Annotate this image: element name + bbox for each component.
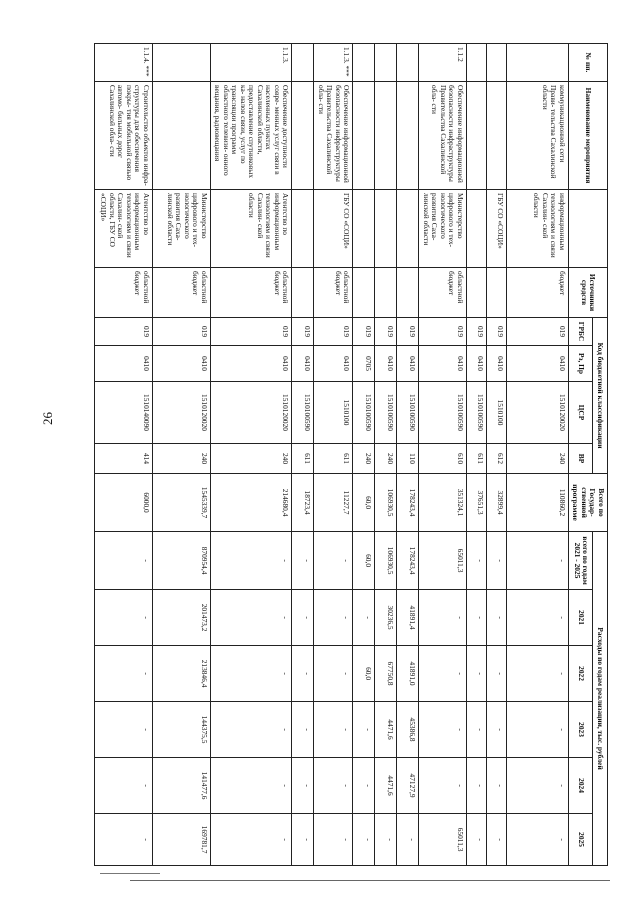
cell-executor: Агентство по информационным технологиям и связи Сахалин- ской области, ГБУ СО «СОЦИ» (94, 190, 152, 268)
bottom-rule (130, 880, 610, 881)
cell-2025: - (466, 814, 486, 866)
table-row (486, 44, 506, 866)
cell-2021: 201473,2 (152, 590, 210, 646)
cell-source: областной бюджет (210, 268, 292, 318)
cell-source: областной бюджет (314, 268, 353, 318)
header-rzpr: Рз, Пр (568, 346, 592, 382)
cell-csr: 1510120020 (506, 382, 568, 444)
cell-2025: - (375, 814, 397, 866)
cell-grbs: 019 (210, 318, 292, 346)
cell-2021: 41891,4 (397, 590, 419, 646)
cell-source (486, 268, 506, 318)
cell-grbs: 019 (152, 318, 210, 346)
cell-num (506, 44, 568, 82)
cell-num: 1.1.3. *** (314, 44, 353, 82)
cell-2024: - (353, 758, 375, 814)
table-row (152, 44, 210, 866)
cell-2021: - (466, 590, 486, 646)
cell-total-years: - (292, 532, 314, 590)
cell-total: 110860,2 (506, 474, 568, 532)
cell-2022: - (486, 646, 506, 702)
cell-rzpr: 0705 (353, 346, 375, 382)
cell-rzpr: 0410 (375, 346, 397, 382)
cell-2023: 144375,5 (152, 702, 210, 758)
cell-2025: 169781,7 (152, 814, 210, 866)
cell-2025: - (314, 814, 353, 866)
cell-2024: - (210, 758, 292, 814)
cell-total: 18723,4 (292, 474, 314, 532)
cell-2021: - (506, 590, 568, 646)
cell-total: 32899,4 (486, 474, 506, 532)
cell-vr: 240 (506, 444, 568, 474)
cell-vr: 611 (466, 444, 486, 474)
cell-total: 60,0 (353, 474, 375, 532)
cell-grbs: 019 (397, 318, 419, 346)
cell-2025: - (506, 814, 568, 866)
table-row (292, 44, 314, 866)
header-vr: ВР (568, 444, 592, 474)
header-csr: ЦСР (568, 382, 592, 444)
cell-grbs: 019 (375, 318, 397, 346)
cell-source (466, 268, 486, 318)
cell-rzpr: 0410 (94, 346, 152, 382)
cell-csr: 1510100590 (375, 382, 397, 444)
cell-vr: 612 (486, 444, 506, 474)
header-2021: 2021 (568, 590, 592, 646)
cell-grbs: 019 (466, 318, 486, 346)
cell-2023: - (292, 702, 314, 758)
cell-executor: Министерство цифрового и тех- нологического развития Саха- линской области (419, 190, 467, 268)
header-executor (568, 190, 607, 268)
cell-2025: - (486, 814, 506, 866)
cell-vr: 611 (292, 444, 314, 474)
cell-grbs: 019 (94, 318, 152, 346)
cell-2023: - (314, 702, 353, 758)
cell-vr: 240 (210, 444, 292, 474)
table-row (419, 44, 467, 866)
cell-name: Обеспечение информационной безопасности инфраструктуры Правительства Сахалинской обла- сти (314, 82, 353, 190)
cell-2022: - (419, 646, 467, 702)
table-row (466, 44, 486, 866)
cell-csr: 1510100590 (353, 382, 375, 444)
header-2025: 2025 (568, 814, 592, 866)
cell-total-years: - (94, 532, 152, 590)
cell-2024: - (314, 758, 353, 814)
cell-rzpr: 0410 (152, 346, 210, 382)
cell-vr: 240 (353, 444, 375, 474)
cell-executor (292, 190, 314, 268)
cell-total-years: - (466, 532, 486, 590)
cell-2021: - (486, 590, 506, 646)
cell-grbs: 019 (292, 318, 314, 346)
cell-executor (397, 190, 419, 268)
cell-vr: 611 (314, 444, 353, 474)
cell-name: коммуникационной сети Прави- тельства Сахалинской области (506, 82, 568, 190)
header-total-years: всего по годам 2021 - 2025 (568, 532, 592, 590)
cell-2023: - (466, 702, 486, 758)
cell-name (353, 82, 375, 190)
table-row (353, 44, 375, 866)
cell-csr: 1510100590 (466, 382, 486, 444)
cell-total-years: 178243,4 (397, 532, 419, 590)
cell-2025: - (353, 814, 375, 866)
cell-num (353, 44, 375, 82)
cell-total: 6000,0 (94, 474, 152, 532)
cell-2023: 45386,8 (397, 702, 419, 758)
cell-executor: Министерство цифрового и тех- нологического развития Саха- линской области (152, 190, 210, 268)
cell-2022: - (292, 646, 314, 702)
cell-name: Обеспечение информационной безопасности инфраструктуры Правительства Сахалинской обла- сти (419, 82, 467, 190)
cell-2022: - (314, 646, 353, 702)
cell-executor (353, 190, 375, 268)
cell-rzpr: 0410 (397, 346, 419, 382)
cell-2022: - (210, 646, 292, 702)
cell-2023: - (94, 702, 152, 758)
cell-total-years: 60,0 (353, 532, 375, 590)
cell-csr: 1510100590 (419, 382, 467, 444)
cell-num (375, 44, 397, 82)
cell-num: 1.1.3. (210, 44, 292, 82)
cell-2021: - (94, 590, 152, 646)
cell-num: 1.1.2 (419, 44, 467, 82)
budget-table-container (96, 43, 608, 865)
cell-total-years: 65011,3 (419, 532, 467, 590)
header-2023: 2023 (568, 702, 592, 758)
cell-total: 11227,7 (314, 474, 353, 532)
header-expenses: Расходы по годам реализации, тыс. рублей (593, 532, 608, 866)
cell-vr: 110 (397, 444, 419, 474)
cell-num (486, 44, 506, 82)
cell-2022: 60,0 (353, 646, 375, 702)
cell-2021: - (292, 590, 314, 646)
header-total-gp: Всего по Госудаp- ственной программе (568, 474, 607, 532)
cell-vr: 240 (152, 444, 210, 474)
cell-vr: 610 (419, 444, 467, 474)
cell-2024: 47127,9 (397, 758, 419, 814)
cell-2023: 4471,6 (375, 702, 397, 758)
cell-2024: - (419, 758, 467, 814)
cell-executor: ГБУ СО «СОЦИ» (486, 190, 506, 268)
cell-grbs: 019 (486, 318, 506, 346)
cell-2025: - (210, 814, 292, 866)
header-grbs: ГРБС (568, 318, 592, 346)
header-2022: 2022 (568, 646, 592, 702)
cell-2024: - (94, 758, 152, 814)
table-row (210, 44, 292, 866)
cell-rzpr: 0410 (466, 346, 486, 382)
cell-2022: 41891,0 (397, 646, 419, 702)
cell-source: областной бюджет (94, 268, 152, 318)
cell-2022: - (94, 646, 152, 702)
cell-2022: - (506, 646, 568, 702)
header-2024: 2024 (568, 758, 592, 814)
cell-num (466, 44, 486, 82)
cell-2022: 213846,4 (152, 646, 210, 702)
cell-grbs: 019 (353, 318, 375, 346)
cell-executor (375, 190, 397, 268)
cell-csr: 1510100 (314, 382, 353, 444)
header-name: Наименование мероприятия (568, 82, 607, 190)
table-row (397, 44, 419, 866)
cell-csr: 1510140090 (94, 382, 152, 444)
cell-rzpr: 0410 (210, 346, 292, 382)
cell-2021: 30236,5 (375, 590, 397, 646)
cell-executor: информационным технологиям и связи Сахалин- ской области (506, 190, 568, 268)
cell-grbs: 019 (506, 318, 568, 346)
cell-num (152, 44, 210, 82)
cell-source (375, 268, 397, 318)
cell-rzpr: 0410 (419, 346, 467, 382)
cell-executor (466, 190, 486, 268)
cell-2022: - (466, 646, 486, 702)
cell-source (292, 268, 314, 318)
cell-vr: 414 (94, 444, 152, 474)
cell-name: Строительство объектов инфра- структуры для обеспечения покры- тия мобильной связью автомо- бильных дорог Сахалинской обла- сти (94, 82, 152, 190)
cell-2021: - (210, 590, 292, 646)
cell-source (353, 268, 375, 318)
cell-total-years: 870954,4 (152, 532, 210, 590)
cell-num (292, 44, 314, 82)
header-sources: Источники средств (568, 268, 607, 318)
cell-2023: - (506, 702, 568, 758)
cell-total-years: - (314, 532, 353, 590)
cell-total-years: - (210, 532, 292, 590)
cell-source (397, 268, 419, 318)
cell-2023: - (210, 702, 292, 758)
budget-table (94, 43, 608, 866)
cell-rzpr: 0410 (292, 346, 314, 382)
cell-total: 214680,4 (210, 474, 292, 532)
cell-name: Обеспечение доступности совре- менных услуг связи в населенных пунктах Сахалинской области, предоставление спутниковых ка- налов связи, услуг по трансляции программ областного телевизи- онного вещания, радиовещания (210, 82, 292, 190)
header-num: № пп. (568, 44, 607, 82)
cell-source: областной бюджет (152, 268, 210, 318)
cell-rzpr: 0410 (506, 346, 568, 382)
cell-2021: - (314, 590, 353, 646)
cell-rzpr: 0410 (486, 346, 506, 382)
table-row (314, 44, 353, 866)
cell-grbs: 019 (314, 318, 353, 346)
cell-name (397, 82, 419, 190)
cell-csr: 1510120020 (210, 382, 292, 444)
cell-total: 37651,3 (466, 474, 486, 532)
cell-total: 106930,5 (375, 474, 397, 532)
cell-total-years: - (506, 532, 568, 590)
cell-2025: - (94, 814, 152, 866)
cell-2024: 141477,6 (152, 758, 210, 814)
cell-2024: - (486, 758, 506, 814)
cell-2024: 4471,6 (375, 758, 397, 814)
cell-grbs: 019 (419, 318, 467, 346)
cell-2023: - (419, 702, 467, 758)
cell-vr: 240 (375, 444, 397, 474)
cell-2024: - (292, 758, 314, 814)
cell-csr: 1510120020 (152, 382, 210, 444)
cell-2021: - (353, 590, 375, 646)
cell-2024: - (506, 758, 568, 814)
cell-num: 1.1.4. *** (94, 44, 152, 82)
cell-rzpr: 0410 (314, 346, 353, 382)
table-row (94, 44, 152, 866)
cell-csr: 1510100 (486, 382, 506, 444)
cell-2022: 67750,8 (375, 646, 397, 702)
header-budget-code: Код бюджетной классификации (593, 318, 608, 474)
cell-source: бюджет (506, 268, 568, 318)
cell-2021: - (419, 590, 467, 646)
table-row (506, 44, 568, 866)
cell-total: 178243,4 (397, 474, 419, 532)
cell-csr: 1510100590 (397, 382, 419, 444)
cell-total: 351324,1 (419, 474, 467, 532)
cell-name (466, 82, 486, 190)
cell-total-years: - (486, 532, 506, 590)
cell-executor: Агентство по информационным технологиям и связи Сахалин- ской области (210, 190, 292, 268)
cell-num (397, 44, 419, 82)
cell-2023: - (353, 702, 375, 758)
page-number: 26 (40, 412, 55, 425)
footnote-rule (100, 873, 160, 875)
cell-total-years: 106930,5 (375, 532, 397, 590)
cell-name (152, 82, 210, 190)
cell-2025: - (397, 814, 419, 866)
cell-2024: - (466, 758, 486, 814)
cell-name (375, 82, 397, 190)
cell-name (292, 82, 314, 190)
cell-2025: 65011,3 (419, 814, 467, 866)
cell-csr: 1510100590 (292, 382, 314, 444)
table-row (375, 44, 397, 866)
cell-source: областной бюджет (419, 268, 467, 318)
cell-total: 1545339,7 (152, 474, 210, 532)
cell-name (486, 82, 506, 190)
cell-executor: ГБУ СО «СОЦИ» (314, 190, 353, 268)
cell-2023: - (486, 702, 506, 758)
cell-2025: - (292, 814, 314, 866)
